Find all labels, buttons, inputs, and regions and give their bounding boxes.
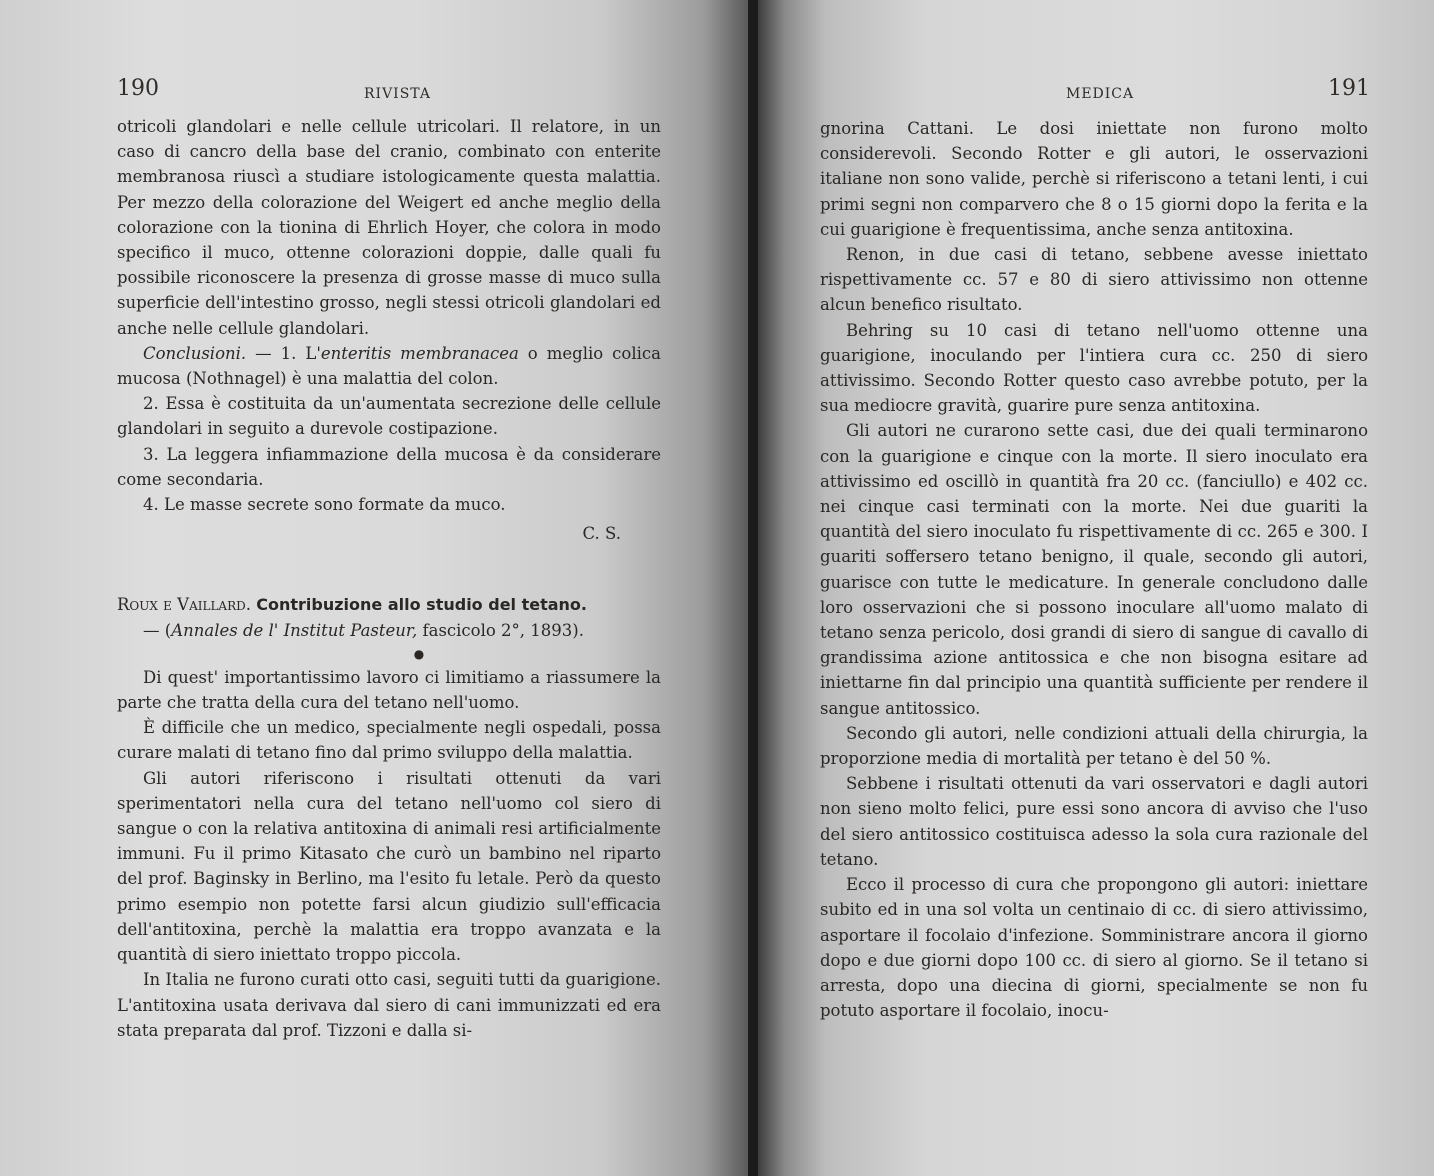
paragraph: Sebbene i risultati ottenuti da vari osservatori e dagli autori non sieno molto felici, pure essi sono ancora di avviso che l'uso del siero antitossico costituisca adesso la sola cura razionale del tetano. <box>820 774 1368 869</box>
conclusion-1: Conclusioni. — 1. L'enteritis membranacea o meglio colica mucosa (Nothnagel) è una malattia del colon. <box>117 343 661 389</box>
page-number: 191 <box>1328 76 1370 101</box>
right-page <box>758 0 1434 1176</box>
paragraph: Gli autori ne curarono sette casi, due dei quali terminarono con la guarigione e cinque con la morte. Il siero inoculato era attivissimo ed oscillò in quantità fra 20 cc. (fanciullo) e 402 cc. nei cinque casi terminati con la morte. Nei due guariti la quantità del siero inoculato fu rispettivamente di cc. 265 e 300. I guariti soffersero tetano benigno, il quale, secondo gli autori, guarisce con tutte le medicature. In generale concludono dalle loro osservazioni che si possono inoculare all'uomo malato di tetano senza pericolo, dosi grandi di siero di sangue di cavallo di grandissima azione antitossica e che non bisogna esitare ad iniettarne fin dal principio una quantità sufficiente per rendere il sangue antitossico. <box>820 421 1368 718</box>
conclusion-3: 3. La leggera infiammazione della mucosa è da considerare come secondaria. <box>117 444 661 489</box>
conclusion-2: 2. Essa è costituita da un'aumentata secrezione delle cellule glandolari in seguito a durevole costipazione. <box>117 394 661 439</box>
running-head: RIVISTA <box>364 86 431 102</box>
paragraph: Gli autori riferiscono i risultati ottenuti da vari sperimentatori nella cura del tetano nell'uomo col siero di sangue o con la relativa antitoxina di animali resi artificialmente immuni. Fu il primo Kitasato che curò un bambino nel riparto del prof. Baginsky in Berlino, ma l'esito fu letale. Però da questo primo esempio non potette farsi alcun giudizio sull'efficacia dell'antitoxina, perchè la malattia era troppo avanzata e la quantità di siero iniettato troppo piccola. <box>117 768 661 965</box>
right-page-header <box>820 78 1370 108</box>
section-gap <box>117 546 661 592</box>
separator-dot: ● <box>413 646 425 661</box>
article-source: — (Annales de l' Institut Pasteur, fascicolo 2°, 1893). <box>143 620 584 640</box>
page-number: 190 <box>117 76 159 101</box>
running-head: MEDICA <box>1066 86 1135 102</box>
paragraph: otricoli glandolari e nelle cellule utricolari. Il relatore, in un caso di cancro della base del cranio, combinato con enterite membranosa riuscì a studiare istologicamente questa malattia. Per mezzo della colorazione del Weigert ed anche meglio della colorazione con la tionina di Ehrlich Hoyer, che colora in modo specifico il muco, ottenne colorazioni doppie, dalle quali fu possibile riconoscere la presenza di grosse masse di muco sulla superficie dell'intestino grosso, negli stessi otricoli glandolari ed anche nelle cellule glandolari. <box>117 117 661 338</box>
paragraph: Ecco il processo di cura che propongono gli autori: iniettare subito ed in una sol volta un centinaio di cc. di siero attivissimo, asportare il focolaio d'infezione. Somministrare ancora il giorno dopo e due giorni dopo 100 cc. di siero al giorno. Se il tetano si arresta, dopo una diecina di giorni, specialmente se non fu potuto asportare il focolaio, inocu- <box>820 875 1368 1021</box>
article-authors: Roux e Vaillard. <box>117 595 251 615</box>
left-page-header <box>117 78 667 108</box>
paragraph: gnorina Cattani. Le dosi iniettate non furono molto considerevoli. Secondo Rotter e gli autori, le osservazioni italiane non sono valide, perchè si riferiscono a tetani lenti, i cui primi segni non comparvero che 8 o 15 giorni dopo la ferita e la cui guarigione è frequentissima, anche senza antitoxina. <box>820 119 1368 239</box>
article-title: Contribuzione allo studio del tetano. <box>256 595 587 615</box>
article-heading <box>117 592 661 617</box>
paragraph: In Italia ne furono curati otto casi, seguiti tutti da guarigione. L'antitoxina usata derivava dal siero di cani immunizzati ed era stata preparata dal prof. Tizzoni e dalla si- <box>117 970 661 1040</box>
paragraph: Di quest' importantissimo lavoro ci limitiamo a riassumere la parte che tratta della cura del tetano nell'uomo. <box>117 667 661 713</box>
conclusion-label: Conclusioni. <box>143 343 247 363</box>
left-page-body <box>117 114 661 1043</box>
paragraph: Behring su 10 casi di tetano nell'uomo ottenne una guarigione, inoculando per l'intiera cura cc. 250 di siero attivissimo. Secondo Rotter questo caso avrebbe potuto, per la sua mediocre gravità, guarire pure senza antitoxina. <box>820 320 1368 416</box>
right-page-body <box>820 116 1368 1023</box>
signature: C. S. <box>582 524 621 544</box>
conclusion-4: 4. Le masse secrete sono formate da muco. <box>143 495 506 515</box>
paragraph: Secondo gli autori, nelle condizioni attuali della chirurgia, la proporzione media di mortalità per tetano è del 50 %. <box>820 723 1368 769</box>
paragraph: Renon, in due casi di tetano, sebbene avesse iniettato rispettivamente cc. 57 e 80 di siero attivissimo non ottenne alcun benefico risultato. <box>820 245 1368 315</box>
paragraph: È difficile che un medico, specialmente negli ospedali, possa curare malati di tetano fino dal primo sviluppo della malattia. <box>117 718 661 763</box>
